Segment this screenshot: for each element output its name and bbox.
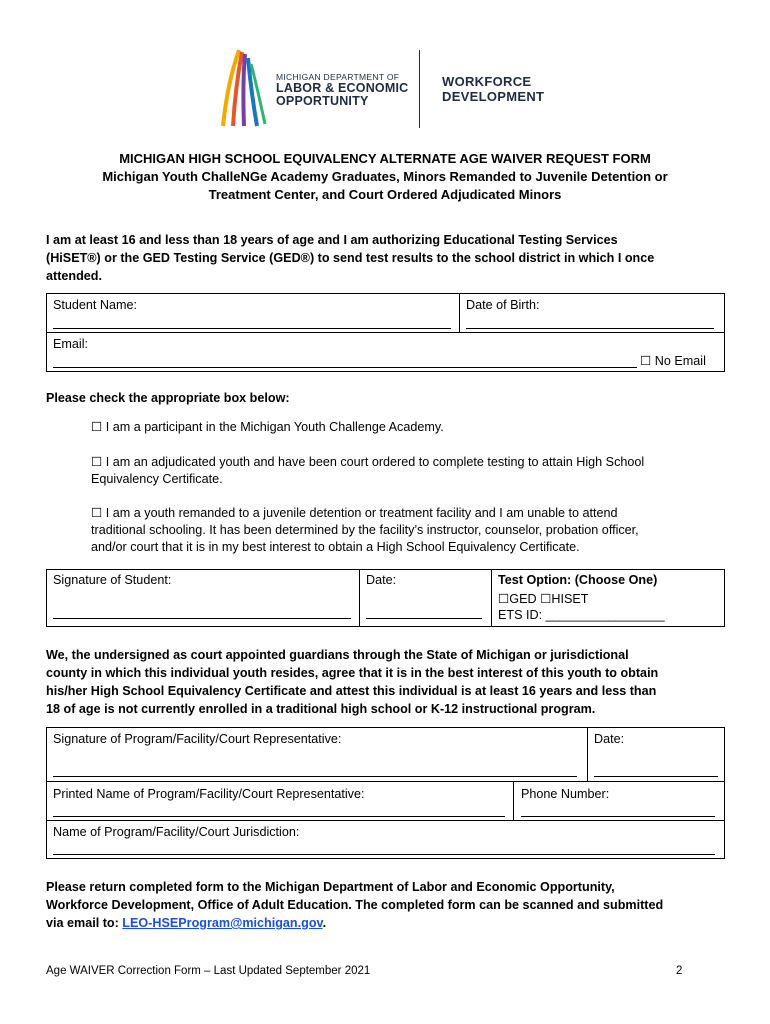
intro-line1: I am at least 16 and less than 18 years of age and I am authorizing Educational Testing Services <box>46 233 618 247</box>
student-name-field[interactable] <box>53 328 451 329</box>
rep-printed-name-label: Printed Name of Program/Facility/Court Representative: <box>53 787 365 801</box>
guardian-line4: 18 of age is not currently enrolled in a traditional high school or K-12 instructional program. <box>46 702 596 716</box>
return-line3 <box>46 914 326 932</box>
workforce-line1: WORKFORCE <box>442 74 532 89</box>
student-name-label: Student Name: <box>53 298 138 312</box>
rep-phone-label: Phone Number: <box>521 787 610 801</box>
footer-text: Age WAIVER Correction Form – Last Updated September 2021 <box>46 965 371 977</box>
intro-line2: (HiSET®) or the GED Testing Service (GED®) to send test results to the school district in which I once <box>46 251 655 265</box>
option-adjudicated-line1[interactable]: ☐ I am an adjudicated youth and have been court ordered to complete testing to attain High School <box>91 455 645 469</box>
student-signature-field[interactable] <box>53 618 351 619</box>
form-subtitle-line2: Treatment Center, and Court Ordered Adjudicated Minors <box>208 187 562 202</box>
option-remanded-line1[interactable]: ☐ I am a youth remanded to a juvenile detention or treatment facility and I am unable to attend <box>91 506 618 520</box>
student-box-divider <box>459 293 460 333</box>
student-date-label: Date: <box>366 573 397 587</box>
org-name-line2: OPPORTUNITY <box>276 94 369 108</box>
option-challenge-academy[interactable]: ☐ I am a participant in the Michigan Youth Challenge Academy. <box>91 420 444 434</box>
option-remanded-line3: and/or court that it is in my best interest to obtain a High School Equivalency Certificate. <box>91 540 580 554</box>
option-remanded-line2: traditional schooling. It has been determined by the facility’s instructor, counselor, probation officer, <box>91 523 639 537</box>
email-link[interactable]: LEO-HSEProgram@michigan.gov <box>122 916 323 930</box>
rep-row-divider-1 <box>46 781 725 782</box>
return-prefix: via email to: <box>46 916 123 930</box>
student-date-field[interactable] <box>366 618 482 619</box>
form-subtitle-line1: Michigan Youth ChalleNGe Academy Graduates, Minors Remanded to Juvenile Detention or <box>102 169 668 184</box>
test-option-checkboxes[interactable]: ☐GED ☐HISET <box>498 592 589 606</box>
rep-row-divider-2 <box>46 820 725 821</box>
intro-line3: attended. <box>46 269 102 283</box>
org-name-small: MICHIGAN DEPARTMENT OF <box>276 72 400 82</box>
no-email-checkbox[interactable]: ☐ No Email <box>640 354 706 368</box>
guardian-line3: his/her High School Equivalency Certificate and attest this individual is at least 16 years and less than <box>46 684 657 698</box>
rep-date-field[interactable] <box>594 776 718 777</box>
page-number: 2 <box>676 965 683 977</box>
check-heading: Please check the appropriate box below: <box>46 391 290 405</box>
jurisdiction-label: Name of Program/Facility/Court Jurisdiction: <box>53 825 300 839</box>
guardian-line1: We, the undersigned as court appointed guardians through the State of Michigan or jurisdictional <box>46 648 629 662</box>
email-field[interactable] <box>53 367 637 368</box>
jurisdiction-field[interactable] <box>53 854 715 855</box>
email-label: Email: <box>53 337 88 351</box>
sig-divider-1 <box>359 569 360 627</box>
return-line2: Workforce Development, Office of Adult Education. The completed form can be scanned and submitted <box>46 898 664 912</box>
student-box-row-divider <box>46 332 725 333</box>
guardian-line2: county in which this individual youth resides, agree that it is in the best interest of this youth to obtain <box>46 666 659 680</box>
option-adjudicated-line2: Equivalency Certificate. <box>91 472 223 486</box>
rep-divider-1 <box>587 727 588 782</box>
return-suffix: . <box>322 916 327 930</box>
rep-date-label: Date: <box>594 732 625 746</box>
workforce-line2: DEVELOPMENT <box>442 89 545 104</box>
form-title: MICHIGAN HIGH SCHOOL EQUIVALENCY ALTERNATE AGE WAIVER REQUEST FORM <box>119 151 651 166</box>
header-divider <box>419 50 420 128</box>
rep-printed-name-field[interactable] <box>53 816 505 817</box>
rep-signature-field[interactable] <box>53 776 577 777</box>
return-line1: Please return completed form to the Michigan Department of Labor and Economic Opportunity, <box>46 880 615 894</box>
org-name-line1: LABOR & ECONOMIC <box>276 81 409 95</box>
rep-divider-2 <box>513 781 514 821</box>
ets-id-field[interactable]: ETS ID: _________________ <box>498 608 665 622</box>
rep-phone-field[interactable] <box>521 816 715 817</box>
sig-divider-2 <box>491 569 492 627</box>
leo-logo-icon <box>217 48 267 128</box>
student-signature-label: Signature of Student: <box>53 573 172 587</box>
dob-label: Date of Birth: <box>466 298 540 312</box>
test-option-label: Test Option: (Choose One) <box>498 573 658 587</box>
dob-field[interactable] <box>466 328 714 329</box>
rep-signature-label: Signature of Program/Facility/Court Representative: <box>53 732 342 746</box>
